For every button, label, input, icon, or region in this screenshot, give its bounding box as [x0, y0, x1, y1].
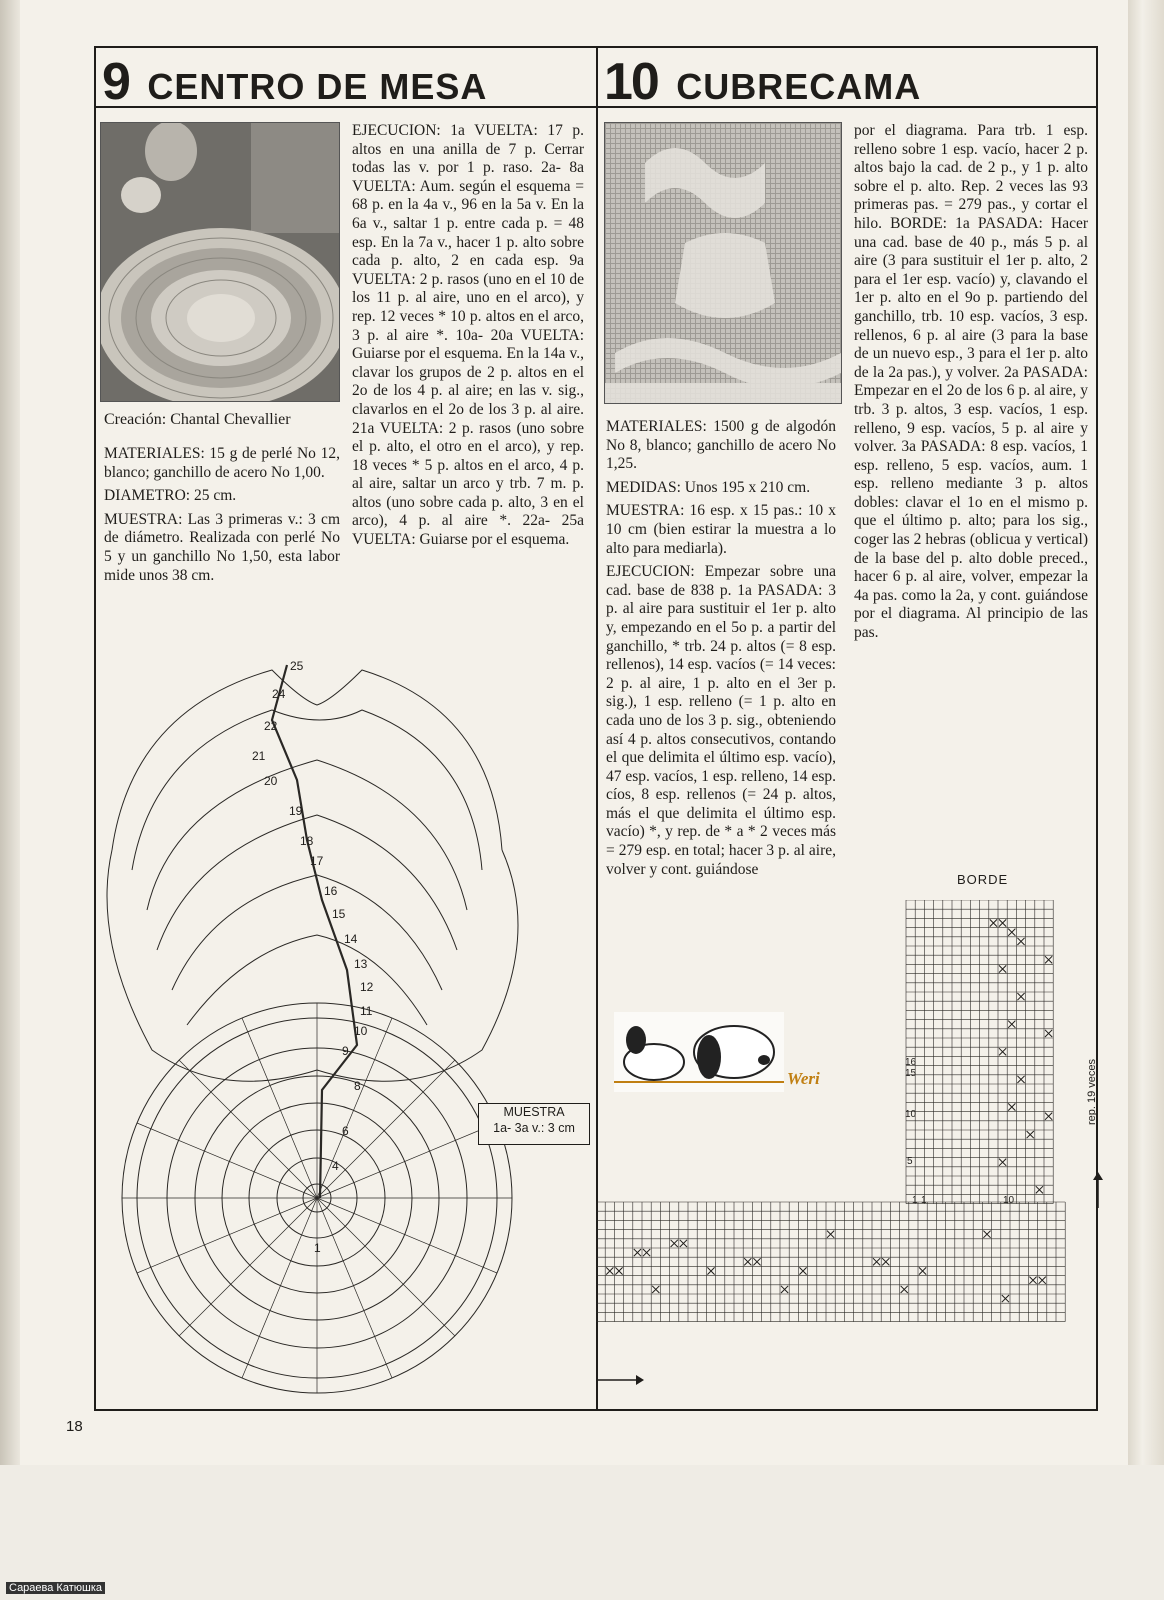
svg-text:9: 9	[342, 1044, 349, 1058]
svg-text:8: 8	[354, 1079, 361, 1093]
direction-arrow-icon	[596, 1370, 646, 1390]
left-heading	[102, 52, 487, 112]
doily-photo	[100, 122, 340, 402]
svg-text:21: 21	[252, 749, 266, 763]
right-text-col1	[606, 418, 836, 884]
filled-cell-marks	[606, 919, 1052, 1302]
row-label-10: 10	[905, 1109, 917, 1120]
left-diameter: DIAMETRO: 25 cm.	[104, 487, 237, 505]
sample-legend-title: MUESTRA	[503, 1105, 565, 1119]
svg-text:13: 13	[354, 957, 368, 971]
svg-text:6: 6	[342, 1124, 349, 1138]
svg-text:10: 10	[354, 1024, 368, 1038]
background-strip	[0, 1465, 1164, 1600]
doily-photo-image	[101, 123, 339, 401]
sample-legend-detail: 1a- 3a v.: 3 cm	[493, 1121, 575, 1135]
row-label-16: 16	[905, 1057, 917, 1068]
page-gutter	[0, 0, 20, 1465]
border-chart-title: BORDE	[957, 872, 1009, 887]
svg-text:25: 25	[290, 659, 304, 673]
row-label-5: 5	[907, 1156, 913, 1167]
left-title: CENTRO DE MESA	[147, 66, 488, 107]
up-arrow-icon	[1090, 1170, 1106, 1210]
svg-text:15: 15	[332, 907, 346, 921]
grid-lines	[596, 900, 1065, 1322]
right-title: CUBRECAMA	[676, 66, 922, 107]
right-text-col2: por el diagrama. Para trb. 1 esp. relleno sobre 1 esp. vacío, hacer 2 p. altos bajo la cad. de 2 p., y 1 p. alto sobre el p. alto. Rep. 2 veces las 93 primeras pas. = 279 pas., y cortar el hilo. BORDE: 1a PASADA: Hacer una cad. base de 40 p., más 5 p. al aire (3 para sustituir el 1er p. alto, 2 para el 1er esp. vacío) y, clavando el 1er p. alto en el 9o p. partiendo del ganchillo, trb. 10 esp. vacíos, 3 esp. rellenos, 6 p. al aire (3 para la base de un nuevo esp., 3 para el 1er p. alto de la 2a pas.), y volver. 2a PASADA: Empezar en el 2o de los 6 p. al aire, y trb. 3 p. altos, 3 esp. vacíos, 1 esp. relleno, 9 esp. vacíos, 5 p. al aire y volver. 3a PASADA: 8 esp. vacíos, 1 esp. relleno, 5 esp. vacíos, aum. 1 esp. relleno mediante 3 p. altos dobles: clavar el 1o en el mismo p. que el último p. alto; para los sig., coger las 2 hebras (oblicua y vertical) de la base del p. alto doble preced., hacer 6 p. al aire, volver, empezar la 4a pas. como la 2a, y cont. guiándose por el diagrama. Al principio de las pas.	[854, 122, 1088, 642]
right-heading	[604, 52, 921, 112]
weri-logo-text: Weri	[787, 1069, 820, 1088]
svg-text:14: 14	[344, 932, 358, 946]
creation-credit: Creación: Chantal Chevallier	[104, 411, 291, 428]
svg-text:20: 20	[264, 774, 278, 788]
svg-text:4: 4	[332, 1159, 339, 1173]
left-sample: MUESTRA: Las 3 primeras v.: 3 cm de diámetro. Realizada con perlé No 5 y un ganchillo No 1,50, esta labor mide unos 38 cm.	[104, 510, 340, 584]
svg-text:16: 16	[324, 884, 338, 898]
left-materials-block	[104, 445, 340, 590]
left-execution: EJECUCION: 1a VUELTA: 17 p. altos en una anilla de 7 p. Cerrar todas las v. por 1 p. raso. 2a- 8a VUELTA: Aum. según el esquema = 68 p. en la 4a v., 96 en la 5a v. En la 6a v., saltar 1 p. entre cada p. = 48 esp. En la 7a v., hacer 1 p. alto sobre cada p. alto, 2 en cada esp. 9a VUELTA: 2 p. rasos (uno en el 10 de los 11 p. al aire, uno en el arco), y rep. 12 veces * 10 p. altos en el arco, 3 p. al aire *. 10a- 20a VUELTA: Guiarse por el esquema. En la 14a v., clavar los grupos de 2 p. altos en el 2o de los 4 p. al aire; en las v. sig., clavarlos en el 2o de los 3 p. al aire. 21a VUELTA: 2 p. rasos (uno sobre el p. alto, el otro en el arco), y rep. 18 veces * 5 p. altos en el arco, 4 p. al aire, saltar un arco y trb. 7 m. p. altos (uno sobre cada p. alto, 3 en el arco), 4 p. al aire *. 22a- 25a VUELTA: Guiarse por el esquema.	[352, 122, 584, 549]
right-number: 10	[604, 53, 658, 111]
svg-text:17: 17	[310, 854, 324, 868]
svg-text:24: 24	[272, 687, 286, 701]
svg-text:22: 22	[264, 719, 278, 733]
svg-text:19: 19	[289, 804, 303, 818]
col-label-1: 1	[921, 1195, 927, 1206]
svg-text:12: 12	[360, 980, 374, 994]
left-number: 9	[102, 53, 129, 111]
doily-diagram	[92, 650, 522, 1420]
svg-text:11: 11	[360, 1004, 373, 1018]
border-filet-chart	[596, 900, 1096, 1420]
page-number: 18	[66, 1418, 83, 1435]
bedspread-photo-image	[605, 123, 841, 403]
right-sample: MUESTRA: 16 esp. x 15 pas.: 10 x 10 cm (bien estirar la muestra a lo alto para mediarla).	[606, 502, 836, 557]
col-label-10: 10	[1003, 1195, 1015, 1206]
page-edge	[1128, 0, 1164, 1600]
row-label-15: 15	[905, 1068, 917, 1079]
right-measures: MEDIDAS: Unos 195 x 210 cm.	[606, 478, 811, 496]
bedspread-photo	[604, 122, 842, 404]
svg-text:18: 18	[300, 834, 314, 848]
right-materials: MATERIALES: 1500 g de algodón No 8, blanco; ganchillo de acero No 1,25.	[606, 418, 836, 473]
sample-legend-box	[478, 1103, 590, 1145]
watermark: Сараева Катюшка	[6, 1582, 105, 1594]
repeat-label: rep. 19 veces	[1086, 1058, 1098, 1125]
right-execution: EJECUCION: Empezar sobre una cad. base de 838 p. 1a PASADA: 3 p. al aire para sustituir el 1er p. alto y, empezando en el 5o p. a partir del ganchillo, * trb. 24 p. altos (= 8 esp. rellenos), 14 esp. vacíos (= 14 veces: 2 p. al aire, 1 p. alto en el 3er p. sig.), 1 esp. relleno (= 1 p. alto en cada uno de los 3 p. sig., obteniendo así 4 p. altos consecutivos, contando el que delimita el último esp. vacío), 47 esp. vacíos, 1 esp. relleno, 14 esp. cíos, 8 esp. rellenos (= 24 p. altos, más el que delimita el último esp. vacío) *, y rep. de * a * 2 veces más = 279 esp. en total; hacer 3 p. al aire, volver y cont. guiándose	[606, 563, 836, 878]
left-materials: MATERIALES: 15 g de perlé No 12, blanco; ganchillo de acero No 1,00.	[104, 445, 340, 481]
svg-text:1: 1	[314, 1241, 321, 1255]
row-label-1: 1	[912, 1195, 918, 1206]
